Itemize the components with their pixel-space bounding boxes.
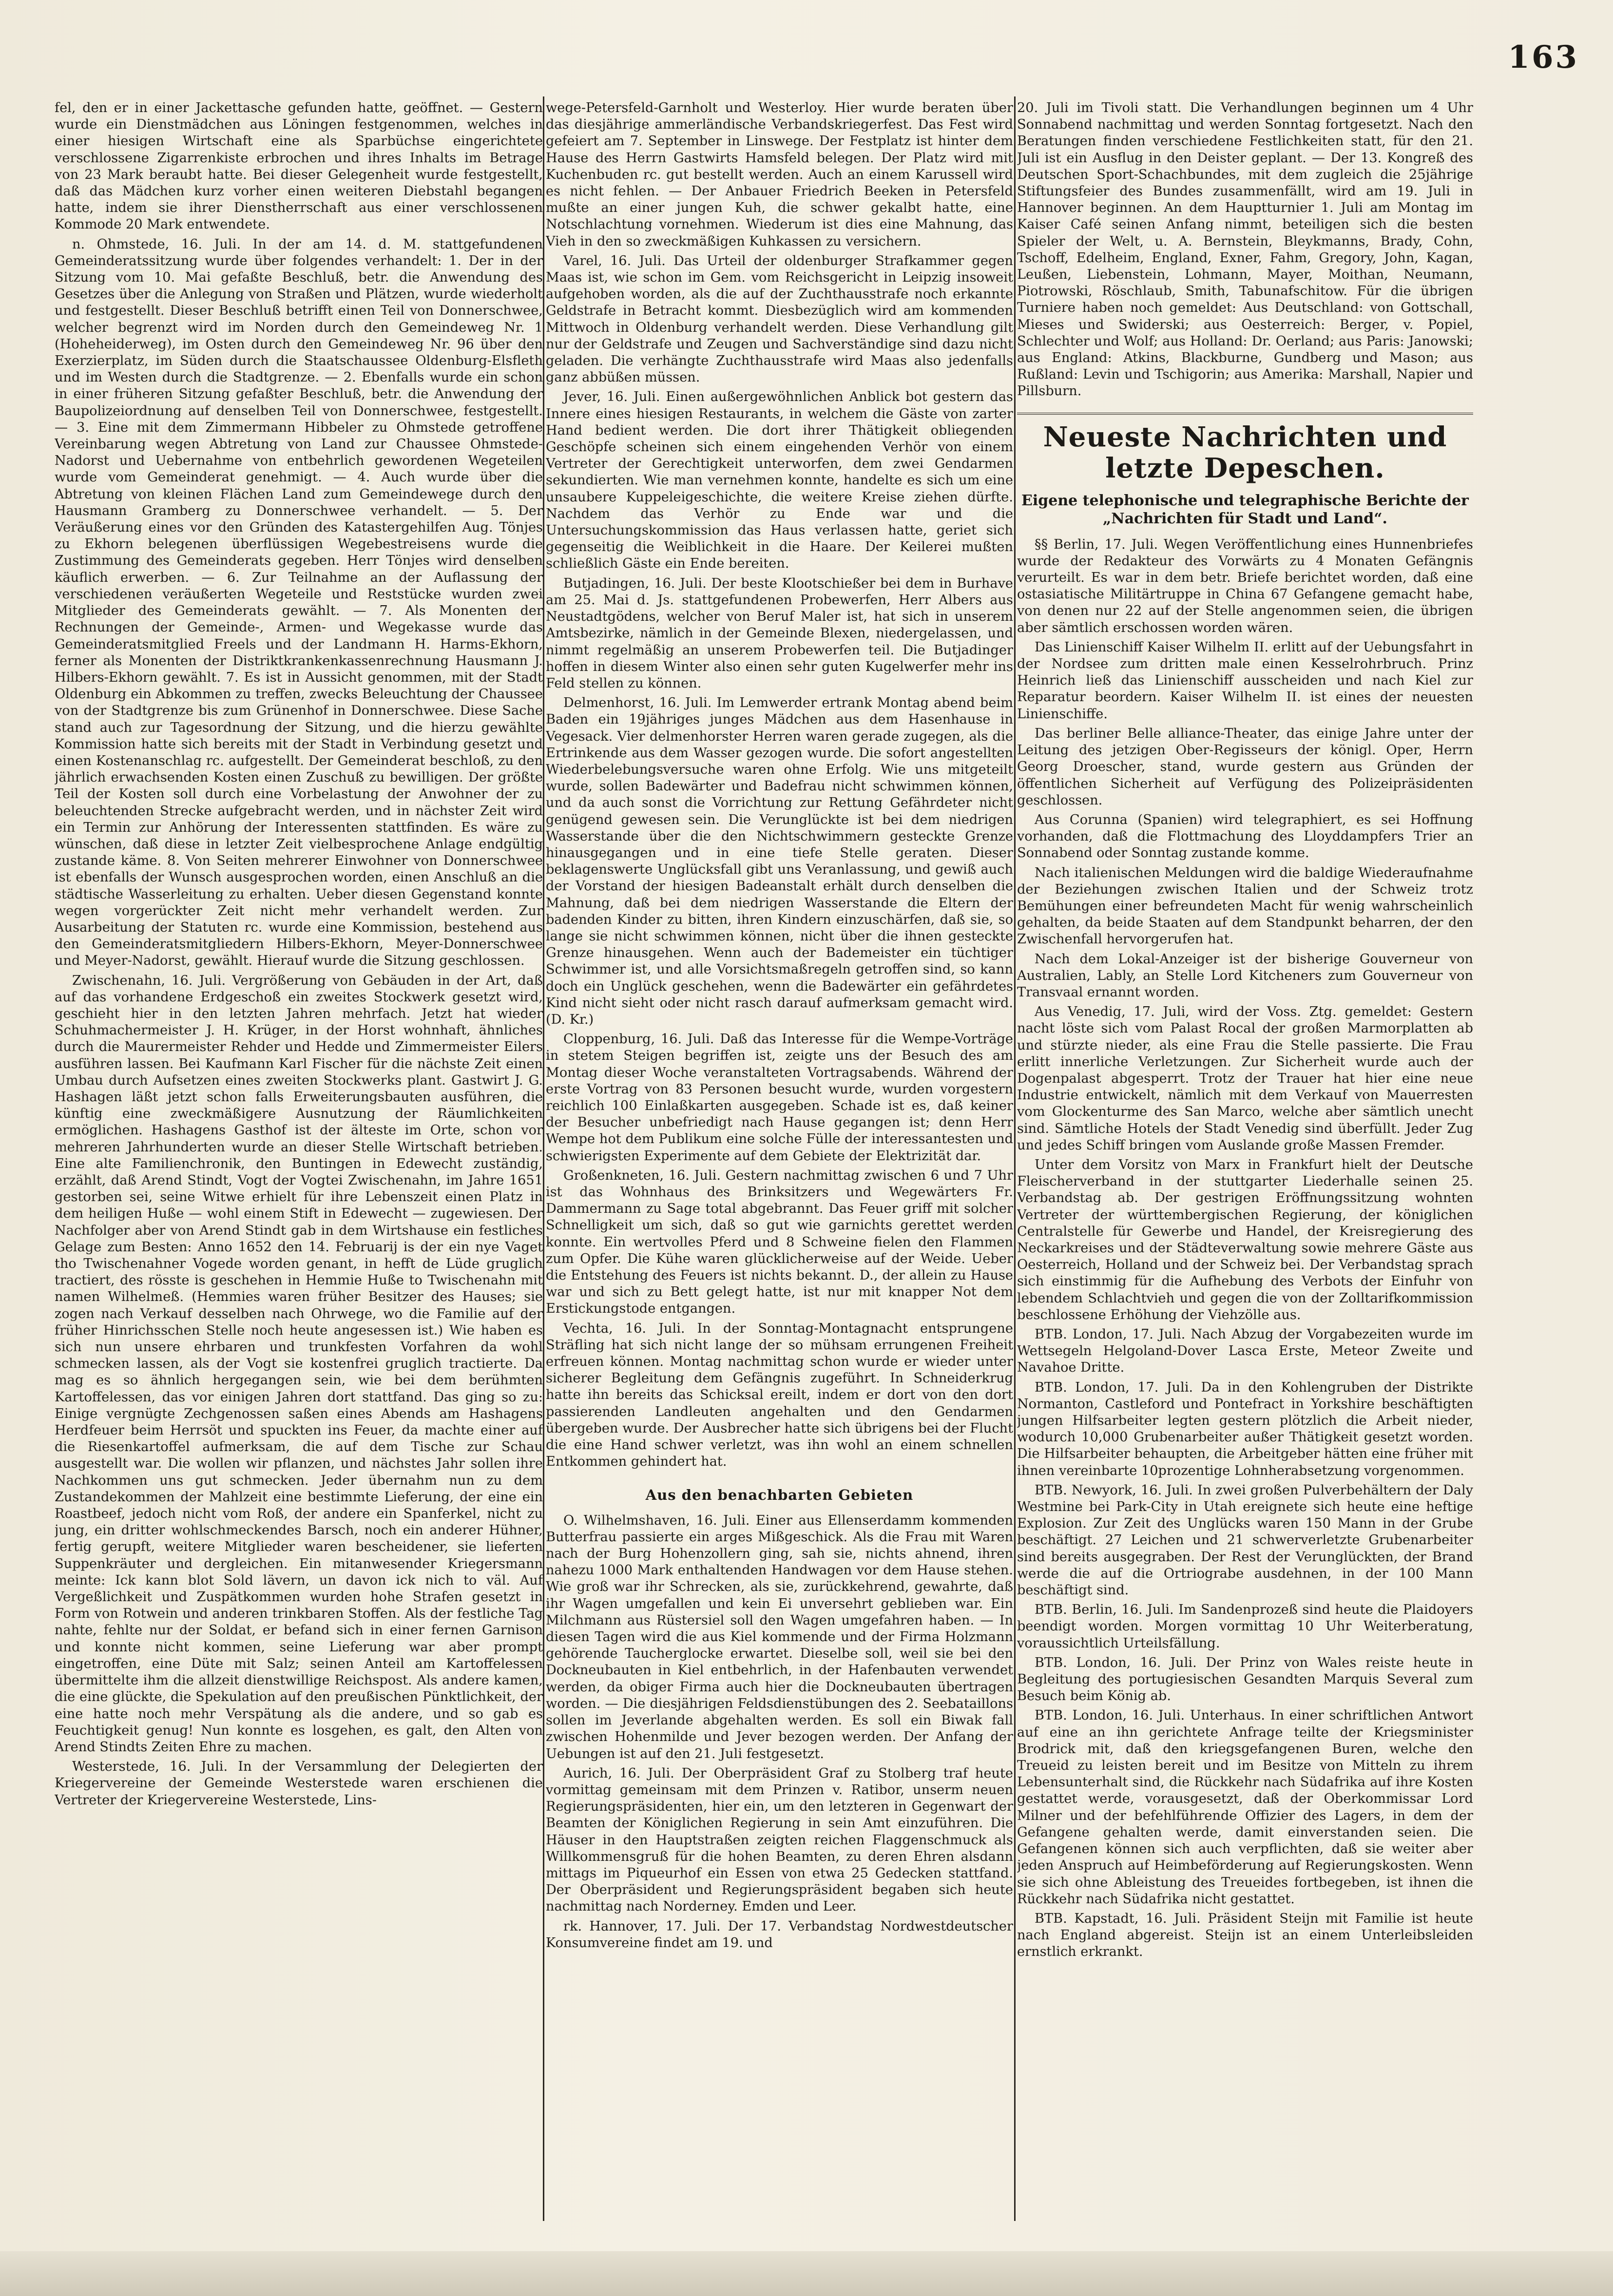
column-left <box>55 100 543 2217</box>
article-paragraph: Großenkneten, 16. Juli. Gestern nachmittag zwischen 6 und 7 Uhr ist das Wohnhaus des Brinksitzers und Wegewärters Fr. Dammermann zu Sage total abgebrannt. Das Feuer griff mit solcher Schnelligkeit um sich, daß so gut wie garnichts gerettet werden konnte. Ein wertvolles Pferd und 8 Schweine fielen den Flammen zum Opfer. Die Kühe waren glücklicherweise auf der Weide. Ueber die Entstehung des Feuers ist nichts bekannt. D., der allein zu Hause war und sich zu Bett gelegt hatte, ist nur mit knapper Not dem Erstickungstode entgangen. <box>546 1167 1013 1317</box>
article-paragraph: wege-Petersfeld-Garnholt und Westerloy. Hier wurde beraten über das diesjährige ammerländische Verbandskriegerfest. Das Fest wird gefeiert am 7. September in Linswege. Der Festplatz ist hinter dem Hause des Herrn Gastwirts Hamsfeld belegen. Der Platz wird mit Kuchenbuden rc. gut bestellt werden. Auch an einem Karussell wird es nicht fehlen. — Der Anbauer Friedrich Beeken in Petersfeld mußte an einer jungen Kuh, die schwer gekalbt hatte, eine Notschlachtung vornehmen. Wiederum ist dies eine Mahnung, das Vieh in den so zweckmäßigen Kuhkassen zu versichern. <box>546 100 1013 249</box>
news-paragraph: Nach italienischen Meldungen wird die baldige Wiederaufnahme der Beziehungen zwischen Italien und der Schweiz trotz Bemühungen einer befreundeten Macht für wenig wahrscheinlich gehalten, da beide Staaten auf dem Standpunkt beharren, der den Zwischenfall hervorgerufen hat. <box>1017 865 1473 947</box>
news-paragraph: BTB. London, 17. Juli. Nach Abzug der Vorgabezeiten wurde im Wettsegeln Helgoland-Dover Lasca Erste, Meteor Zweite und Navahoe Dritte. <box>1017 1327 1473 1376</box>
page-bottom-edge <box>0 2251 1613 2296</box>
section-heading: Aus den benachbarten Gebieten <box>645 1487 914 1504</box>
news-paragraph: Nach dem Lokal-Anzeiger ist der bisherige Gouverneur von Australien, Lably, an Stelle Lord Kitcheners zum Gouverneur von Transvaal ernannt worden. <box>1017 951 1473 1000</box>
article-paragraph: Zwischenahn, 16. Juli. Vergrößerung von Gebäuden in der Art, daß auf das vorhandene Erdgeschoß ein zweites Stockwerk gesetzt wird, geschieht hier in den letzten Jahren mehrfach. Jetzt hat wieder Schuhmachermeister J. H. Krüger, in der Horst wohnhaft, ähnliches durch die Maurermeister Rehder und Hedde und Zimmermeister Eilers ausführen lassen. Bei Kaufmann Karl Fischer für die nächste Zeit einen Umbau durch Aufsetzen eines zweiten Stockwerks plant. Gastwirt J. G. Hashagen läßt jetzt schon falls Erweiterungsbauten ausführen, die künftig eine zweckmäßigere Ausnutzung der Räumlichkeiten ermöglichen. Hashagens Gasthof ist der älteste im Orte, schon vor mehreren Jahrhunderten wurde an dieser Stelle Wirtschaft betrieben. Eine alte Familienchronik, den Buntingen in Edewecht zuständig, erzählt, daß Arend Stindt, Vogt der Vogtei Zwischenahn, im Jahre 1651 gestorben sei, seine Witwe erhielt für ihre Lebenszeit einen Platz in dem heiligen Huße — wohl einem Stift in Edewecht — zugewiesen. Der Nachfolger aber von Arend Stindt gab in dem Wirtshause ein festliches Gelage zum Besten: Anno 1652 den 14. Februarij is der ein nye Vaget tho Twischenahner Vogede worden genant, in hefft de Lüde gruglich tractiert, des rösste is geschehen in Hemmie Huße to Twischenahn mit namen Wilhelmeß. (Hemmies waren früher Besitzer des Hauses; sie zogen nach Verkauf desselben nach Ohrwege, wo die Familie auf der früher Hinrichsschen Stelle noch heute angesessen ist.) Wie haben es sich nun unsere ehrbaren und trunkfesten Vorfahren da wohl schmecken lassen, als der Vogt sie kostenfrei gruglich tractierte. Da mag es so ähnlich hergegangen sein, wie bei dem berühmten Kartoffelessen, das vor einigen Jahren dort stattfand. Das ging so zu: Einige vergnügte Zechgenossen saßen eines Abends am Hashagens Herdfeuer beim Herrsöt und spuckten ins Feuer, da machte einer auf die Riesenkartoffel aufmerksam, die auf dem Tische zur Schau ausgestellt war. Die wollen wir pflanzen, und nächstes Jahr sollen ihre Nachkommen uns gut schmecken. Jeder übernahm nun zu dem Zustandekommen der Mahlzeit eine bestimmte Lieferung, der eine ein Roastbeef, jedoch nicht vom Roß, der andere ein Spanferkel, nicht zu jung, ein dritter wohlschmeckendes Barsch, noch ein anderer Hühner, fertig gerupft, weitere Mitglieder waren bescheidener, sie lieferten Suppenkräuter und dergleichen. Ein mitanwesender Kriegersmann meinte: Ick kann blot Sold lävern, un davon ick nich to väl. Auf Vergeßlichkeit und Zuspätkommen wurden hohe Strafen gesetzt in Form von Rotwein und anderen trinkbaren Stoffen. Als der festliche Tag nahte, fehlte nur der Soldat, er befand sich in einer fernen Garnison und konnte nicht kommen, seine Lieferung war aber prompt eingetroffen, eine Düte mit Salz; seinen Anteil am Kartoffelessen übermittelte ihm die allzeit dienstwillige Reichspost. Als andere kamen, die eine glückte, die Spekulation auf den preußischen Pünktlichkeit, der eine hatte noch mehr Verspätung als die andere, und so gab es Feuchtigkeit genug! Nun konnte es losgehen, es galt, den Alten von Arend Stindts Zeiten Ehre zu machen. <box>55 973 543 1755</box>
article-paragraph: fel, den er in einer Jackettasche gefunden hatte, geöffnet. — Gestern wurde ein Dienstmädchen aus Löningen festgenommen, welches in einer hiesigen Wirtschaft eine als Sparbüchse eingerichtete verschlossene Zigarrenkiste erbrochen und ihres Inhalts im Betrage von 23 Mark beraubt hatte. Bei dieser Gelegenheit wurde festgestellt, daß das Mädchen kurz vorher einen weiteren Diebstahl begangen hatte, indem sie ihrer Dienstherrschaft aus einer verschlossenen Kommode 20 Mark entwendete. <box>55 100 543 232</box>
news-paragraph: BTB. London, 16. Juli. Unterhaus. In einer schriftlichen Antwort auf eine an ihn gerichtete Anfrage teilte der Kriegsminister Brodrick mit, daß den kriegsgefangenen Buren, welche den Treueid zu leisten bereit und im Besitze von Mitteln zu ihrem Lebensunterhalt sind, die Rückkehr nach Südafrika auf ihre Kosten gestattet werde, vorausgesetzt, daß der Oberkommissar Lord Milner und der befehlführende Offizier des Lagers, in dem der Gefangene gehalten werde, damit einverstanden seien. Die Gefangenen können sich auch verpflichten, daß sie weiter aber jeden Anspruch auf Heimbeförderung auf Regierungskosten. Wenn sie sich ohne Ableistung des Treueides fortbegeben, ist ihnen die Rückkehr nach Südafrika nicht gestattet. <box>1017 1708 1473 1907</box>
article-paragraph: Aurich, 16. Juli. Der Oberpräsident Graf zu Stolberg traf heute vormittag gemeinsam mit dem Prinzen v. Ratibor, unserm neuen Regierungspräsidenten, hier ein, um den letzteren in Gegenwart der Beamten der Königlichen Regierung in sein Amt einzuführen. Die Häuser in den Hauptstraßen zeigten reichen Flaggenschmuck als Willkommensgruß für die hohen Beamten, zu deren Ehren alsdann mittags im Piqueurhof ein Essen von etwa 25 Gedecken stattfand. Der Oberpräsident und Regierungspräsident begaben sich heute nachmittag nach Norderney. Emden und Leer. <box>546 1765 1013 1914</box>
article-paragraph: Westerstede, 16. Juli. In der Versammlung der Delegierten der Kriegervereine der Gemeinde Westerstede waren erschienen die Vertreter der Kriegervereine Westerstede, Lins- <box>55 1759 543 1808</box>
news-headline: Neueste Nachrichten und letzte Depeschen. <box>1017 413 1473 489</box>
article-paragraph: Cloppenburg, 16. Juli. Daß das Interesse für die Wempe-Vorträge in stetem Steigen begriffen ist, zeigte uns der Besuch des am Montag dieser Woche veranstalteten Vortragsabends. Während der erste Vortrag von 83 Personen besucht wurde, wurden vorgestern reichlich 100 Einlaßkarten ausgegeben. Schade ist es, daß keiner der Besucher unbefriedigt nach Hause gegangen ist; denn Herr Wempe hot dem Publikum eine solche Fülle der interessantesten und schwierigsten Experimente auf dem Gebiete der Elektrizität dar. <box>546 1032 1013 1164</box>
news-paragraph: BTB. London, 16. Juli. Der Prinz von Wales reiste heute in Begleitung des portugiesischen Gesandten Marquis Several zum Besuch beim König ab. <box>1017 1655 1473 1704</box>
article-paragraph: Butjadingen, 16. Juli. Der beste Klootschießer bei dem in Burhave am 25. Mai d. Js. stattgefundenen Probewerfen, Herr Albers aus Neustadtgödens, welcher von Beruf Maler ist, hat sich in unserem Amtsbezirke, nämlich in der Gemeinde Blexen, niedergelassen, und nimmt regelmäßig an unserem Probewerfen teil. Die Butjadinger hoffen in diesem Winter also einen sehr guten Kugelwerfer mehr ins Feld stellen zu können. <box>546 575 1013 691</box>
news-paragraph: Aus Venedig, 17. Juli, wird der Voss. Ztg. gemeldet: Gestern nacht löste sich vom Palast Rocal der großen Marmorplatten ab und stürzte nieder, als eine Frau die Stelle passierte. Die Frau erlitt innerliche Verletzungen. Zur Sicherheit wurde auch der Dogenpalast abgesperrt. Trotz der Trauer hat hier eine neue Industrie entwickelt, nämlich mit dem Verkauf von Mauerresten vom Glockenturme des San Marco, welche aber sämtlich unecht sind. Sämtliche Hotels der Stadt Venedig sind überfüllt. Jeder Zug und jedes Schiff bringen vom Auslande große Massen Fremder. <box>1017 1004 1473 1153</box>
column-middle <box>546 100 1013 2217</box>
news-paragraph: Aus Corunna (Spanien) wird telegraphiert, es sei Hoffnung vorhanden, daß die Flottmachung des Lloyddampfers Trier an Sonnabend oder Sonntag zustande komme. <box>1017 812 1473 861</box>
column-rule-right <box>1014 96 1016 2221</box>
news-paragraph: Unter dem Vorsitz von Marx in Frankfurt hielt der Deutsche Fleischerverband in der stuttgarter Liederhalle seinen 25. Verbandstag ab. Der gestrigen Eröffnungssitzung wohnten Vertreter der württembergischen Regierung, der königlichen Centralstelle für Gewerbe und Handel, der Kreisregierung des Neckarkreises und der Städteverwaltung sowie mehrere Gäste aus Oesterreich, Holland und der Schweiz bei. Der Verbandstag sprach sich einstimmig für die Aufhebung des Verbots der Einfuhr von lebendem Schlachtvieh und gegen die von der Zolltarifkommission beschlossene Erhöhung der Viehzölle aus. <box>1017 1157 1473 1322</box>
article-paragraph: 20. Juli im Tivoli statt. Die Verhandlungen beginnen um 4 Uhr Sonnabend nachmittag und werden Sonntag fortgesetzt. Nach den Beratungen finden verschiedene Festlichkeiten statt, für den 21. Juli ist ein Ausflug in den Deister geplant. — Der 13. Kongreß des Deutschen Sport-Schachbundes, mit dem zugleich die 25jährige Stiftungsfeier des Bundes zusammenfällt, wird am 19. Juli in Hannover beginnen. An dem Hauptturnier 1. Juli am Montag im Kaiser Café seinen Anfang nimmt, beteiligen sich die besten Spieler der Welt, u. A. Bernstein, Bleykmanns, Brady, Cohn, Tschoff, Edelheim, England, Exner, Fahm, Gregory, John, Kagan, Leußen, Liebenstein, Lohmann, Mayer, Moithan, Neumann, Piotrowski, Röschlaub, Smith, Tabunafschitow. Für die übrigen Turniere haben noch gemeldet: Aus Deutschland: von Gottschall, Mieses und Swiderski; aus Oesterreich: Berger, v. Popiel, Schlechter und Wolf; aus Holland: Dr. Oerland; aus Paris: Janowski; aus England: Atkins, Blackburne, Gundberg und Mason; aus Rußland: Levin und Tschigorin; aus Amerika: Marshall, Napier und Pillsburn. <box>1017 100 1473 399</box>
news-paragraph: BTB. Kapstadt, 16. Juli. Präsident Steijn mit Familie ist heute nach England abgereist. Steijn ist an einem Unterleibsleiden ernstlich erkrankt. <box>1017 1911 1473 1960</box>
page-number: 163 <box>1508 39 1579 76</box>
column-rule-left <box>543 96 544 2221</box>
news-paragraph: BTB. London, 17. Juli. Da in den Kohlengruben der Distrikte Normanton, Castleford und Pontefract in Yorkshire beschäftigten jungen Hilfsarbeiter legten gestern plötzlich die Arbeit nieder, wodurch 10,000 Grubenarbeiter außer Thätigkeit gesetzt worden. Die Hilfsarbeiter behaupten, die Arbeitgeber hätten eine früher mit ihnen vereinbarte 10prozentige Lohnherabsetzung vorgenommen. <box>1017 1379 1473 1478</box>
news-subheading: Eigene telephonische und telegraphische Berichte der „Nachrichten für Stadt und Land“. <box>1021 492 1469 527</box>
article-paragraph: Delmenhorst, 16. Juli. Im Lemwerder ertrank Montag abend beim Baden ein 19jähriges junges Mädchen aus dem Hasenhause in Vegesack. Vier delmenhorster Herren waren gerade zugegen, als die Ertrinkende aus dem Wasser gezogen wurde. Die sofort angestellten Wiederbelebungsversuche waren ohne Erfolg. Wie uns mitgeteilt wurde, sollen Badewärter und Badefrau nicht schwimmen können, und da auch sonst die Vorrichtung zur Rettung Gefährdeter nicht genügend gewesen sein. Die Verunglückte ist bei dem niedrigen Wasserstande über die den Nichtschwimmern gesteckte Grenze hinausgegangen und in eine tiefe Stelle geraten. Dieser beklagenswerte Unglücksfall gibt uns Veranlassung, und gewiß auch der Vorstand der hiesigen Badeanstalt erhält durch denselben die Mahnung, daß bei dem niedrigen Wasserstande die Eltern der badenden Kinder zu bitten, ihren Kindern einzuschärfen, daß sie, so lange sie nicht schwimmen können, nicht über die ihnen gesteckte Grenze hinausgehen. Wenn auch der Bademeister ein tüchtiger Schwimmer ist, und alle Vorsichtsmaßregeln getroffen sind, so kann doch ein Unglück geschehen, wenn die Badewärter ein gefährdetes Kind nicht sieht oder nicht rasch darauf aufmerksam gemacht wird. (D. Kr.) <box>546 695 1013 1027</box>
column-right <box>1017 100 1473 2217</box>
news-paragraph: Das berliner Belle alliance-Theater, das einige Jahre unter der Leitung des jetzigen Ober-Regisseurs der königl. Oper, Herrn Georg Droescher, stand, wurde gestern aus Gründen der öffentlichen Sicherheit auf Verfügung des Polizeipräsidenten geschlossen. <box>1017 726 1473 808</box>
article-paragraph: rk. Hannover, 17. Juli. Der 17. Verbandstag Nordwestdeutscher Konsumvereine findet am 19. und <box>546 1918 1013 1951</box>
article-paragraph: O. Wilhelmshaven, 16. Juli. Einer aus Ellenserdamm kommenden Butterfrau passierte ein arges Mißgeschick. Als die Frau mit Waren nach der Burg Hohenzollern ging, sah sie, nichts ahnend, ihren nahezu 1000 Mark enthaltenden Handwagen vor dem Hause stehen. Wie groß war ihr Schrecken, als sie, zurückkehrend, gewahrte, daß ihr Wagen umgefallen und kein Ei unversehrt geblieben war. Ein Milchmann aus Rüstersiel soll den Wagen umgefahren haben. — In diesen Tagen wird die aus Kiel kommende und der Firma Holzmann gehörende Taucherglocke erwartet. Dieselbe soll, weil sie bei den Dockneubauten in Kiel entbehrlich, in der Hafenbauten verwendet werden, da obiger Firma auch hier die Dockneubauten übertragen worden. — Die diesjährigen Feldsdienstübungen des 2. Seebataillons sollen im Jeverlande abgehalten werden. Es soll ein Biwak fall zwischen Hohenmilde und Jever bezogen werden. Der Anfang der Uebungen ist auf den 21. Juli festgesetzt. <box>546 1512 1013 1761</box>
news-paragraph: §§ Berlin, 17. Juli. Wegen Veröffentlichung eines Hunnenbriefes wurde der Redakteur des Vorwärts zu 4 Monaten Gefängnis verurteilt. Es war in dem betr. Briefe berichtet worden, daß eine ostasiatische Militärtruppe in China 67 Gefangene gemacht habe, von denen nur 22 auf der Stelle angenommen seien, die übrigen aber sämtlich erschossen worden wären. <box>1017 536 1473 635</box>
news-paragraph: BTB. Berlin, 16. Juli. Im Sandenprozeß sind heute die Plaidoyers beendigt worden. Morgen vormittag 10 Uhr Weiterberatung, voraussichtlich Urteilsfällung. <box>1017 1602 1473 1651</box>
article-paragraph: n. Ohmstede, 16. Juli. In der am 14. d. M. stattgefundenen Gemeinderatssitzung wurde über folgendes verhandelt: 1. Der in der Sitzung vom 10. Mai gefaßte Beschluß, betr. die Anwendung des Gesetzes über die Anlegung von Straßen und Plätzen, wurde wiederholt und festgestellt. Dieser Beschluß betrifft einen Teil von Donnerschwee, welcher begrenzt wird im Norden durch den Gemeindeweg Nr. 1 (Hoheheiderweg), im Osten durch den Gemeindeweg Nr. 96 über den Exerzierplatz, im Süden durch die Staatschaussee Oldenburg-Elsfleth und im Westen durch die Stadtgrenze. — 2. Ebenfalls wurde ein schon in einer früheren Sitzung gefaßter Beschluß, betr. die Anwendung der Baupolizeiordnung auf denselben Teil von Donnerschwee, festgestellt. — 3. Eine mit dem Zimmermann Hibbeler zu Ohmstede getroffene Vereinbarung wegen Abtretung von Land zur Chaussee Ohmstede-Nadorst und Uebernahme von entbehrlich gewordenen Wegeteilen wurde vom Gemeinderat genehmigt. — 4. Auch wurde über die Abtretung von kleinen Flächen Land zum Gemeindewege durch den Hausmann Gramberg zu Donnerschwee verhandelt. — 5. Der Veräußerung eines vor den Gründen des Katastergehilfen Aug. Tönjes zu Ekhorn belegenen überflüssigen Wegebestreisens wurde die Zustimmung des Gemeinderats gegeben. Herr Tönjes wird denselben käuflich erwerben. — 6. Zur Teilnahme an der Auflassung der verschiedenen veräußerten Wegeteile und Reststücke wurden zwei Mitglieder des Gemeinderats gewählt. — 7. Als Monenten der Rechnungen der Gemeinde-, Armen- und Wegekasse wurde das Gemeinderatsmitglied Freels und der Landmann H. Harms-Ekhorn, ferner als Monenten der Distriktkrankenkassenrechnung Hausmann J. Hilbers-Ekhorn gewählt. 7. Es ist in Aussicht genommen, mit der Stadt Oldenburg ein Abkommen zu treffen, zwecks Beleuchtung der Chaussee von der Stadtgrenze bis zum Grünenhof in Donnerschwee. Diese Sache stand auch zur Tagesordnung der Sitzung, und die hierzu gewählte Kommission hatte sich bereits mit der Stadt in Verbindung gesetzt und einen Kostenanschlag rc. aufgestellt. Der Gemeinderat beschloß, zu den jährlich erwachsenden Kosten einen Zuschuß zu bewilligen. Der größte Teil der Kosten soll durch eine Vorbelastung der Anwohner der zu beleuchtenden Strecke aufgebracht werden, und in nächster Zeit wird ein Termin zur Anhörung der Interessenten stattfinden. Es wäre zu wünschen, daß diese in letzter Zeit vielbesprochene Anlage endgültig zustande käme. 8. Von Seiten mehrerer Einwohner von Donnerschwee ist ebenfalls der Wunsch ausgesprochen worden, einen Anschluß an die städtische Wasserleitung zu erhalten. Ueber diesen Gegenstand konnte wegen vorgerückter Zeit nicht mehr verhandelt werden. Zur Ausarbeitung der Statuten rc. wurde eine Kommission, bestehend aus den Gemeinderatsmitgliedern Hilbers-Ekhorn, Meyer-Donnerschwee und Meyer-Nadorst, gewählt. Hierauf wurde die Sitzung geschlossen. <box>55 236 543 969</box>
article-paragraph: Jever, 16. Juli. Einen außergewöhnlichen Anblick bot gestern das Innere eines hiesigen Restaurants, in welchem die Gäste von zarter Hand bedient werden. Die dort ihrer Thätigkeit obliegenden Geschöpfe scheinen sich einem eingehenden Verhör von einem Vertreter der Gerechtigkeit unterworfen, dem zwei Gendarmen sekundierten. Wie man vernehmen konnte, handelte es sich um eine unsaubere Kuppeleigeschichte, die weitere Kreise ziehen dürfte. Nachdem das Verhör zu Ende war und die Untersuchungskommission das Haus verlassen hatte, geriet sich gegenseitig die Weiblichkeit in die Haare. Der Keilerei mußten schließlich Gäste ein Ende bereiten. <box>546 389 1013 572</box>
news-paragraph: Das Linienschiff Kaiser Wilhelm II. erlitt auf der Uebungsfahrt in der Nordsee zum dritten male einen Kesselrohrbruch. Prinz Heinrich ließ das Linienschiff ausscheiden und nach Kiel zur Reparatur beordern. Kaiser Wilhelm II. ist eines der neuesten Linienschiffe. <box>1017 639 1473 722</box>
news-paragraph: BTB. Newyork, 16. Juli. In zwei großen Pulverbehältern der Daly Westmine bei Park-City in Utah ereignete sich heute eine heftige Explosion. Zur Zeit des Unglücks waren 150 Mann in der Grube beschäftigt. 27 Leichen und 21 schwerverletzte Grubenarbeiter sind bereits ausgegraben. Der Rest der Verunglückten, der Brand werde die auf die Ortriograbe ausdehnen, in der 100 Mann beschäftigt sind. <box>1017 1482 1473 1598</box>
article-paragraph: Varel, 16. Juli. Das Urteil der oldenburger Strafkammer gegen Maas ist, wie schon im Gem. vom Reichsgericht in Leipzig insoweit aufgehoben worden, als die auf der Zuchthausstrafe noch erkannte Geldstrafe in Betracht kommt. Diesbezüglich wird am kommenden Mittwoch in Oldenburg verhandelt werden. Diese Verhandlung gilt nur der Geldstrafe und Zeugen und Sachverständige sind dazu nicht geladen. Die verhängte Zuchthausstrafe wird Maas also jedenfalls ganz abbüßen müssen. <box>546 253 1013 385</box>
article-paragraph: Vechta, 16. Juli. In der Sonntag-Montagnacht entsprungene Sträfling hat sich nicht lange der so mühsam errungenen Freiheit erfreuen können. Montag nachmittag schon wurde er wieder unter sicherer Begleitung dem Gefängnis zugeführt. In Schneiderkrug hatte ihn bereits das Schicksal ereilt, indem er dort von den dort passierenden Landleuten angehalten und den Gendarmen übergeben wurde. Der Ausbrecher hatte sich übrigens bei der Flucht die eine Hand schwer verletzt, was ihn wohl an einem schnellen Entkommen gehindert hat. <box>546 1320 1013 1470</box>
